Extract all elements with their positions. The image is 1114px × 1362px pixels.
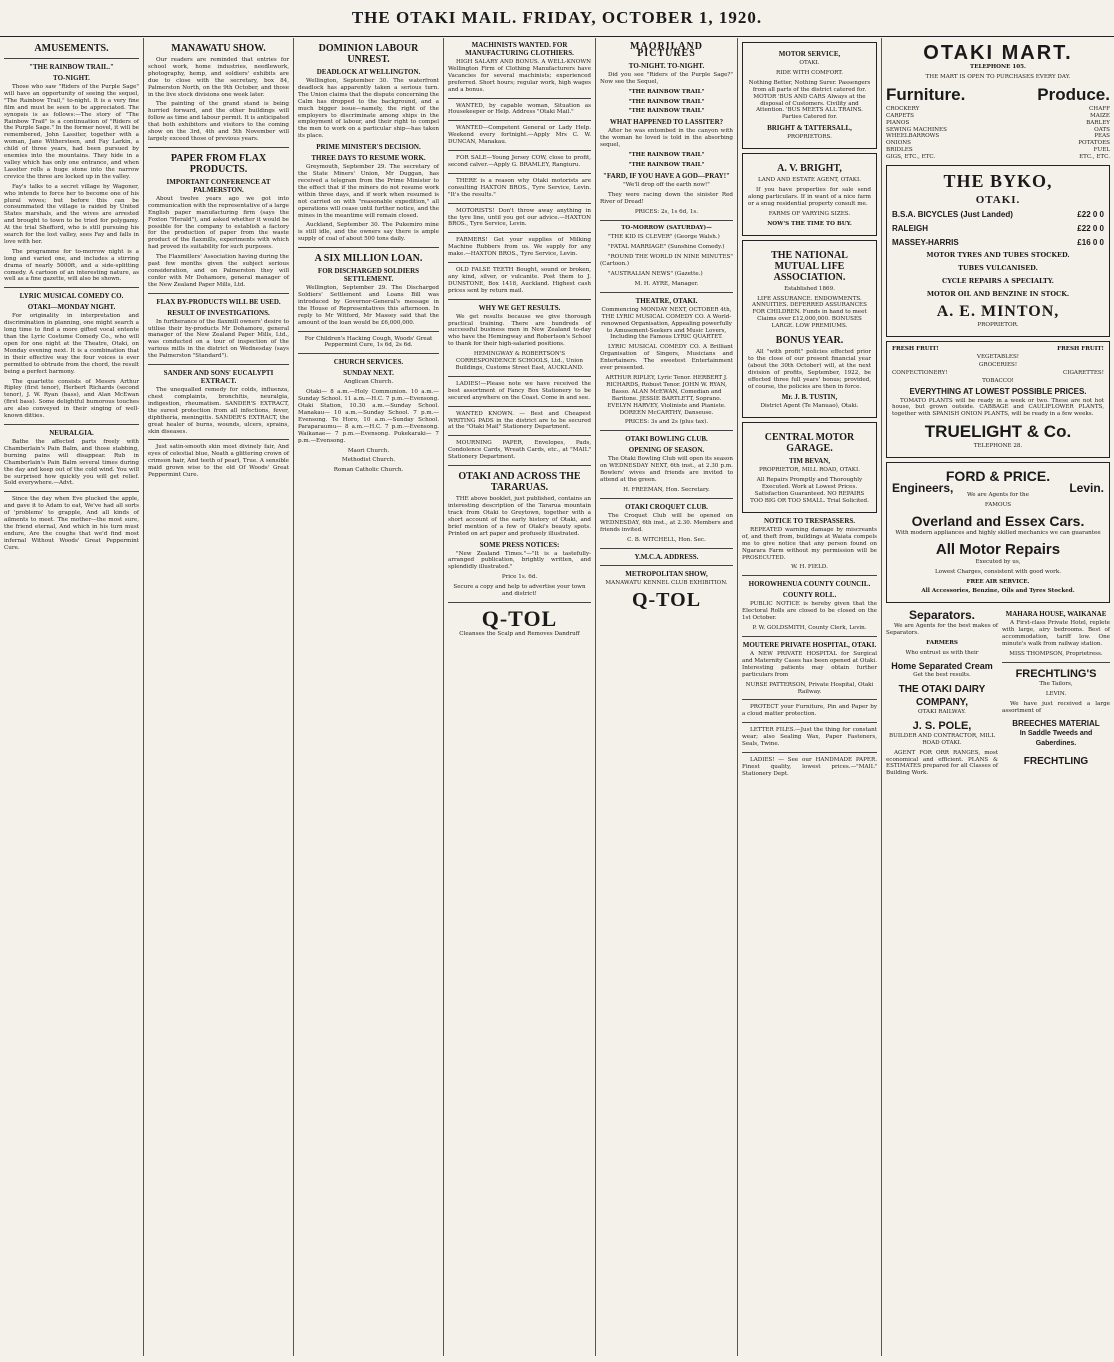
classified-ad: WANTED—Competent General or Lady Help. Weekend every fortnight.—Apply Mrs C. W. DUNCAN, Manakau. — [448, 125, 591, 146]
article-paragraph: Wellington, September 30. The waterfront deadlock has apparently taken a serious turn. The Union claims that the dispute concerning the Calm has dropped to the background, and a much bigger issue—namely, the right of the employers to discriminate among ships in the employment of labour, and their right to compel the men to work on a particular ship—has taken its place. — [298, 78, 439, 140]
motor-service-body: Nothing Better, Nothing Surer. Passengers from all parts of the district catered for. MOTOR 'BUS AND CARS Always at the disposal of Customers. Civility and Attention. 'BUS MEETS ALL TRAINS. Parties Catered for. — [748, 79, 871, 121]
divider — [600, 292, 733, 293]
byko-ad — [886, 165, 1110, 337]
bowling-heading: OTAKI BOWLING CLUB. — [625, 435, 708, 444]
confectionery-row — [892, 370, 1104, 377]
produce-list — [1078, 106, 1110, 161]
divider — [298, 353, 439, 354]
classified-ad: HIGH SALARY AND BONUS. A WELL-KNOWN Wellington Firm of Clothing Manufacturers have Vacancies for several machinists; experienced preferred. Short hours; regular work, high wages and a bonus. — [448, 59, 591, 93]
column-labour — [294, 38, 444, 1356]
garage-body: All Repairs Promptly and Thoroughly Executed. Work at Lowest Prices. Satisfaction Guaranteed. NO REPAIRS TOO BIG OR TOO SMALL. Trial Solicited. — [750, 477, 869, 504]
mahara-sign: MISS THOMPSON, Proprietress. — [1009, 651, 1103, 657]
cough-ad: For Children's Hacking Cough, Woods' Great Peppermint Cure, 1s 6d, 2s 6d. — [304, 335, 433, 349]
produce-item: OATS — [1094, 126, 1110, 133]
church-name: Methodist Church. — [341, 457, 396, 464]
qtol-logo: Q-TOL — [481, 605, 558, 631]
film-item: "FATAL MARRIAGE" (Sunshine Comedy.) — [608, 244, 725, 251]
motor-service-ad — [742, 42, 877, 149]
byko-line: MOTOR OIL AND BENZINE IN STOCK. — [926, 290, 1070, 299]
council-heading: HOROWHENUA COUNTY COUNCIL. — [748, 580, 871, 589]
frechtling-tweeds: In Saddle Tweeds and Gaberdines. — [1019, 729, 1093, 747]
results-heading: WHY WE GET RESULTS. — [478, 303, 561, 312]
classified-ad: LADIES!—Please note we have received the best assortment of Fancy Box Stationery to be secured anywhere on the Coast. Come in and see. — [448, 380, 591, 401]
bike-price: £22 0 0 — [1077, 210, 1104, 220]
classified-ad: LADIES! — See our HANDMADE PAPER. Finest quality, lowest prices.—"MAIL" Stationery Dept. — [742, 756, 877, 777]
truelight-ad — [886, 341, 1110, 458]
bike-row — [892, 208, 1104, 222]
labour-heading: DOMINION LABOUR UNREST. — [318, 43, 419, 65]
hospital-sign: NURSE PATTERSON, Private Hospital, Otaki Railway. — [745, 681, 874, 695]
divider — [742, 752, 877, 753]
mahara-frechtling-ads — [1002, 607, 1110, 780]
classified-ad: MOURNING PAPER, Envelopes, Pads, Condolence Cards, Wreath Cards, etc., at "MAIL" Stationery Department. — [448, 440, 591, 461]
tonight-sub: TO-NIGHT. TO-NIGHT. — [628, 61, 705, 70]
separators-who: Who entrust us with their — [905, 650, 979, 657]
classified-ad: We get results because we give thorough practical training. There are hundreds of successful business men in New Zealand to-day who have the Hemingway and Robertson's School to thank for their high-salaried positions. — [448, 313, 591, 348]
bike-price: £16 0 0 — [1077, 238, 1104, 248]
article-paragraph: Auckland, September 30. The Pukemiro mine is still idle, and the owners say there is ample supply of coal of about 500 tons daily. — [298, 222, 439, 243]
classified-ad: WANTED, by capable woman, Situation as Housekeeper or Help. Address "Otaki Mail." — [448, 102, 591, 116]
produce-item: CHAFF — [1089, 105, 1110, 112]
everything-line: EVERYTHING AT LOWEST POSSIBLE PRICES. — [909, 386, 1087, 396]
mart-lists — [886, 106, 1110, 161]
furniture-heading: Furniture. — [886, 84, 966, 104]
bottom-ads — [886, 607, 1110, 780]
otaki-mart-ad — [886, 42, 1110, 161]
truelight-telephone: TELEPHONE 28. — [973, 443, 1023, 450]
pray-quote: "FARD, IF YOU HAVE A GOD—PRAY!" — [603, 171, 730, 180]
separators-results: Get the best results. — [913, 672, 971, 678]
column-services — [738, 38, 882, 1356]
ymca-heading: Y.M.C.A. ADDRESS. — [634, 552, 699, 561]
rainbow-trail-line: "THE RAINBOW TRAIL" — [628, 98, 705, 105]
lyric-heading: LYRIC MUSICAL COMEDY CO. — [19, 292, 124, 301]
sander-heading: SANDER AND SONS' EUCALYPTI EXTRACT. — [163, 369, 274, 386]
croquet-heading: OTAKI CROQUET CLUB. — [625, 502, 708, 511]
bright-line: NOW'S THE TIME TO BUY. — [767, 220, 852, 227]
rainbow-trail-line: "THE RAINBOW TRAIL" — [628, 161, 705, 168]
maoriland-logo: MAORILAND PICTURES — [630, 41, 703, 59]
article-paragraph: The Croquet Club will be opened on WEDNESDAY, 6th inst., at 2.30. Members and friends invited. — [600, 512, 733, 533]
ford-levin: Levin. — [1069, 481, 1104, 496]
church-heading: CHURCH SERVICES. — [333, 358, 404, 367]
article-paragraph: Wellington, September 29. The Discharged Soldiers' Settlement and Loans Bill was introduced by Governor-General's message in the House of Representatives this afternoon. In reply to Mr Witford, Mr Massey said that the amount of the loan would be £6,000,000. — [298, 285, 439, 326]
article-paragraph: The Flaxmillers' Association having during the past few months given the subject serious consideration, and on Palmerston they will confer with Mr Dohamore, general manager of the New Zealand Paper Mills, Ltd. — [148, 254, 289, 288]
mahara-title: MAHARA HOUSE, WAIKANAE — [1005, 610, 1107, 619]
furniture-item: CROCKERY — [886, 105, 920, 112]
dairy-sub: OTAKI RAILWAY. — [918, 708, 966, 715]
classified-ad: FOR SALE—Young Jersey COW, close to profit, second calver.—Apply G. BRAMLEY, Rangiuru. — [448, 155, 591, 168]
divider — [448, 435, 591, 436]
film-item: "ROUND THE WORLD IN NINE MINUTES" (Cartoon.) — [600, 254, 733, 268]
separators-farmers: FARMERS — [926, 640, 958, 647]
national-mutual-ad — [742, 240, 877, 419]
article-paragraph: After he was entombed in the canyon with the woman he loved is told in the absorbing sequel, — [600, 128, 733, 149]
booklet-cta: Secure a copy and help to advertise your town and district! — [453, 584, 586, 598]
qtol-logo: Q-TOL — [631, 589, 702, 612]
article-paragraph: The Otaki Bowling Club will open its season on WEDNESDAY NEXT, 6th inst., at 2.30 p.m. Bowlers' wives and friends are invited to attend at the green. — [600, 456, 733, 484]
article-paragraph: Greymouth, September 29. The secretary of the State Miners' Union, Mr Duggan, has received a telegram from the Prime Minister to the effect that if the miners do not resume work within three days, and if work when resumed is not carried on with "reasonable expedition," all operations will cease until further notice, and the mines in the meantime will remain closed. — [298, 164, 439, 219]
bright-name: A. V. BRIGHT, — [777, 163, 842, 175]
rainbow-trail-line: "THE RAINBOW TRAIL" — [628, 88, 705, 95]
frechtling-sign: FRECHTLING — [1023, 755, 1089, 767]
divider — [448, 602, 591, 603]
column-theatre — [596, 38, 738, 1356]
classified-ad: THERE is a reason why Otaki motorists are consulting HAXTON BROS., Tyre Service, Levin. "It's the results." — [448, 177, 591, 198]
divider — [448, 299, 591, 300]
kennel-club: MANAWATU KENNEL CLUB EXHIBITION. — [605, 579, 728, 586]
council-sign: P. W. GOLDSMITH, County Clerk, Levin. — [752, 625, 867, 632]
furniture-item: PIANOS — [886, 119, 910, 126]
pole-sub: BUILDER AND CONTRACTOR, MILL ROAD OTAKI. — [889, 732, 995, 746]
classified-ad: LETTER FILES.—Just the thing for constant wear; also Sealing Wax, Paper Fasteners, Seals, Twine. — [742, 727, 877, 748]
film-item: "THE KID IS CLEVER" (George Walsh.) — [608, 234, 720, 241]
furniture-item: BRIDLES — [886, 147, 913, 154]
motor-service-firm: BRIGHT & TATTERSALL, — [767, 124, 852, 133]
bike-price-list — [892, 208, 1104, 250]
byko-owner: A. E. MINTON, — [936, 303, 1060, 321]
manawatu-heading: MANAWATU SHOW. — [171, 43, 266, 54]
divider — [600, 220, 733, 221]
ford-free-air: FREE AIR SERVICE. — [966, 578, 1030, 585]
national-mutual-title: THE NATIONAL MUTUAL LIFE ASSOCIATION. — [771, 249, 848, 283]
frechtling-body: We have just received a large assortment of — [1002, 700, 1110, 714]
divider — [600, 498, 733, 499]
press-notices-sub: SOME PRESS NOTICES: — [479, 540, 560, 549]
frechtling-breeches: BREECHES MATERIAL — [1012, 718, 1100, 728]
divider — [600, 565, 733, 566]
divider — [448, 120, 591, 121]
article-paragraph: Those who saw "Riders of the Purple Sage" will have an opportunity of seeing the sequel, "The Rainbow Trail," to-night. It is a very fine film and must be seen to be appreciated. The synopsis is as follows:—The story of "The Rainbow Trail" is a continuation of "Riders of the Purple Sage." In the former novel, it will be remembered, John Lassiter, together with a woman, Jane Withersteen, and Fay Larkin, a child of three years, had been pursued by enemies into the mountains. They hide in a valley which has only one entrance, and when Lassiter rolls a huge stone into the narrow crevice the three are locked up in the valley. — [4, 84, 139, 180]
divider — [4, 58, 139, 59]
frechtling-place: LEVIN. — [1045, 690, 1067, 697]
frechtling-title: FRECHTLING'S — [1015, 667, 1097, 680]
mart-headings — [886, 84, 1110, 106]
ford-agents: We are Agents for the — [967, 492, 1029, 499]
article-paragraph: The unequalled remedy for colds, influenza, chest complaints, bronchitis, neuralgia, indigestion, rheumatism. SANDER'S EXTRACT, the surest protection from all infections, fever, diphtheria, meningitis. SANDER'S EXTRACT, the great healer of burns, wounds, ulcers, sprains, skin diseases. — [148, 387, 289, 435]
furniture-list — [886, 106, 947, 161]
ford-engineers: Engineers, — [892, 481, 954, 496]
bike-name: RALEIGH — [892, 224, 928, 234]
hospital-heading: MOUTERE PRIVATE HOSPITAL, OTAKI. — [742, 640, 877, 649]
ford-title: FORD & PRICE. — [945, 468, 1051, 485]
divider — [1002, 662, 1110, 663]
rainbow-trail-line: "THE RAINBOW TRAIL" — [628, 152, 705, 159]
prices: PRICES: 3s and 2s (plus tax). — [624, 419, 709, 426]
furniture-item: CARPETS — [886, 112, 914, 119]
flax-sub: IMPORTANT CONFERENCE AT PALMERSTON. — [166, 177, 271, 194]
furniture-item: WHEELBARROWS — [886, 133, 940, 140]
loan-heading: A SIX MILLION LOAN. — [314, 253, 423, 265]
divider — [600, 430, 733, 431]
motor-service-prop: PROPRIETORS. — [787, 134, 832, 141]
pole-body: AGENT FOR ORR RANGES, most economical and efficient. PLANS & ESTIMATES prepared for all Classes of Building Work. — [886, 749, 998, 777]
produce-item: PEAS — [1094, 133, 1110, 140]
produce-item: FUEL — [1093, 147, 1110, 154]
booklet-price: Price 1s. 6d. — [501, 574, 538, 581]
garage-name: TIM BEVAN, — [788, 457, 831, 466]
article-paragraph: Did you see "Riders of the Purple Sage?" Now see the Sequel, — [600, 71, 733, 85]
article-paragraph: They were racing down the sinister Red River of Dread! — [600, 191, 733, 205]
article-paragraph: The programme for to-morrow night is a long and varied one, and includes a stirring drama of nearly 5000ft, and a side-splitting comedy. A cartoon of an interesting nature, as well as a fine gazette, will also be shown. — [4, 248, 139, 283]
national-mutual-est: Established 1869. — [784, 285, 835, 292]
classified-ad: OLD FALSE TEETH Bought, sound or broken, any kind, silver, or vulcanite. Post them to J. DUNSTONE, Box 1418, Auckland. Highest cash prices sent by return mail. — [448, 267, 591, 294]
divider — [448, 465, 591, 466]
divider — [742, 722, 877, 723]
ford-executed: Executed by us, — [975, 558, 1021, 565]
byko-line: CYCLE REPAIRS A SPECIALTY. — [942, 277, 1054, 286]
verse: Since the day when Eve plucked the apple, and gave it to Adam to eat, We've had all sorts of 'problems' to grapple, And all kinds of ailments to meet. The mother—the most sure, the friend eternal, And which in his turn must endure, Are the coughs that we'd find most infernal Without Woods' Great Peppermint Cure. — [4, 496, 139, 551]
byproducts-sub: RESULT OF INVESTIGATIONS. — [167, 308, 270, 317]
truelight-title: TRUELIGHT & Co. — [924, 422, 1072, 442]
rainbow-trail-line: "THE RAINBOW TRAIL" — [628, 108, 705, 115]
article-paragraph: LYRIC MUSICAL COMEDY CO. A Brilliant Organisation of Singers, Musicians and Entertainers. The sweetest Entertainment ever presented. — [600, 344, 733, 372]
separators-body: We are Agents for the best makes of Separators. — [886, 623, 998, 637]
divider — [742, 636, 877, 637]
ford-cars: Overland and Essex Cars. — [911, 512, 1085, 529]
motor-service-line: RIDE WITH COMFORT. — [776, 69, 843, 76]
byko-prop: PROPRIETOR. — [977, 322, 1019, 329]
produce-item: MAIZE — [1090, 112, 1110, 119]
council-sub: COUNTY ROLL. — [782, 591, 837, 600]
cigarettes: CIGARETTES! — [1062, 369, 1104, 376]
prices: PRICES: 2s, 1s 6d, 1s. — [634, 208, 699, 215]
vegetables: VEGETABLES! — [976, 353, 1020, 360]
divider — [742, 575, 877, 576]
church-sub: SUNDAY NEXT. — [343, 369, 394, 378]
article-paragraph: Our readers are reminded that entries for school work, home industries, needlework, photography, hemp, and soldiers' exhibits are due to close with the secretary, box 84, Palmerston North, on the 9th October, and those in the live stock divisions one week later. — [148, 57, 289, 98]
classified-ad: PROTECT your Furniture, Pin and Paper by a cloud matter protection. — [742, 704, 877, 718]
bright-sub: LAND AND ESTATE AGENT, OTAKI. — [758, 177, 861, 184]
separators-cream: Home Separated Cream — [891, 661, 993, 671]
bike-price: £22 0 0 — [1077, 224, 1104, 234]
trespass-sign: W. H. FIELD. — [791, 564, 828, 571]
neuralgia-heading: NEURALGIA. — [49, 428, 94, 437]
national-mutual-body: LIFE ASSURANCE. ENDOWMENTS. ANNUITIES. DEFERRED ASSURANCES FOR CHILDREN. Funds in hand to meet Claims over £12,000,000. BONUSES LARGE. LOW PREMIUMS. — [752, 295, 867, 330]
byproducts-heading: FLAX BY-PRODUCTS WILL BE USED. — [156, 297, 281, 306]
bright-body: If you have properties for sale send along particulars. If in want of a nice farm or a snug residential property consult me. — [748, 187, 871, 207]
divider — [148, 293, 289, 294]
divider — [4, 424, 139, 425]
furniture-item: GIGS, ETC., ETC. — [886, 154, 936, 161]
divider — [448, 406, 591, 407]
motor-service-place: OTAKI. — [799, 60, 820, 66]
church-name: Maori Church. — [347, 447, 390, 454]
byko-line: TUBES VULCANISED. — [958, 264, 1038, 273]
divider — [448, 203, 591, 204]
bowling-sub: OPENING OF SEASON. — [628, 446, 705, 455]
ford-famous: FAMOUS — [984, 501, 1012, 508]
classified-ad: FARMERS! Get your supplies of Milking Machine Rubbers from us. We supply for any make.—HAXTON BROS., Tyre Service, Levin. — [448, 237, 591, 258]
produce-heading: Produce. — [1037, 84, 1110, 104]
masthead: THE OTAKI MAIL. FRIDAY, OCTOBER 1, 1920. — [0, 0, 1114, 37]
council-body: PUBLIC NOTICE is hereby given that the Electoral Rolls are closed to be closed on the 1st October. — [742, 601, 877, 622]
furniture-item: SEWING MACHINES — [886, 126, 947, 133]
divider — [448, 98, 591, 99]
classified-ad: MOTORISTS! Don't throw away anything in the tyre line, until you get our advice.—HAXTON BROS., Tyre Service, Levin. — [448, 207, 591, 228]
article-paragraph: The quartette consists of Messrs Arthur Ripley (first tenor), Herbert Richards (second tenor), J. W. Ryan (bass), and Alan McEwan (first bass). Some delightful humorous touches are also conveyed in their singing of well-known ditties. — [4, 378, 139, 420]
bowling-sign: H. FREEMAN, Hon. Secretary. — [623, 486, 710, 493]
divider — [4, 287, 139, 288]
confectionery: CONFECTIONERY! — [892, 369, 948, 376]
rainbow-trail-title: "THE RAINBOW TRAIL." — [29, 63, 114, 71]
classified-ad: WANTED KNOWN. — Best and Cheapest WRITING PADS in the district are to be secured at the "Otaki Mail" Stationery Department. — [448, 410, 591, 431]
garage-prop: PROPRIETOR, MILL ROAD, OTAKI. — [759, 467, 860, 474]
divider — [600, 548, 733, 549]
fresh-fruit-left: FRESH FRUIT! — [892, 345, 939, 352]
bike-name: B.S.A. BICYCLES (Just Landed) — [892, 210, 1013, 220]
film-item: "AUSTRALIAN NEWS" (Gazette.) — [608, 271, 703, 278]
flax-heading: PAPER FROM FLAX PRODUCTS. — [170, 152, 267, 175]
rainbow-trail-sub: TO-NIGHT. — [53, 74, 90, 82]
ford-accessories: All Accessories, Benzine, Oils and Tyres Stocked. — [921, 588, 1075, 595]
bike-row — [892, 222, 1104, 236]
school-address: HEMINGWAY & ROBERTSON'S CORRESPONDENCE SCHOOLS, Ltd., Union Buildings, Customs Street East, AUCKLAND. — [455, 351, 584, 371]
prime-minister-sub: PRIME MINISTER'S DECISION. — [316, 143, 421, 152]
divider — [742, 699, 877, 700]
garage-title: CENTRAL MOTOR GARAGE. — [764, 432, 855, 455]
church-name: Roman Catholic Church. — [333, 467, 404, 474]
pole-name: J. S. POLE, — [912, 719, 972, 732]
tararuas-heading: OTAKI AND ACROSS THE TARARUAS. — [458, 471, 581, 494]
cast-list: ARTHUR RIPLEY, Lyric Tenor. HERBERT J. RICHARDS, Robust Tenor. JOHN W. RYAN, Basso. ALAN McEWAN, Comedian and Baritone. JESSIE BARTLETT, Soprano. EVELYN HARVEY, Violiniste and Pianiste. DOREEN McCARTHY, Danseuse. — [605, 375, 728, 416]
bright-foot: FARMS OF VARYING SIZES. — [768, 210, 851, 217]
agent-name: Mr. J. B. TUSTIN, — [781, 393, 838, 402]
tobacco: TOBACCO! — [982, 377, 1014, 384]
ford-price-ad — [886, 462, 1110, 603]
column-manawatu — [144, 38, 294, 1356]
bright-estate-ad — [742, 153, 877, 235]
groceries: GROCERIES! — [978, 361, 1018, 368]
mahara-body: A First-class Private Hotel, replete with large, airy bedrooms. Best of accommodation, tariff low. One minute's walk from railway station. — [1002, 620, 1110, 648]
central-garage-ad — [742, 422, 877, 513]
divider — [448, 173, 591, 174]
divider — [148, 439, 289, 440]
article-paragraph: The painting of the grand stand is being hurried forward, and the other buildings will follow as time and labour permit. It is anticipated that both exhibitors and visitors to the coming show on the 3rd, 4th and 5th November will largely exceed those of previous years. — [148, 101, 289, 142]
article-paragraph: For originality in interpretation and discrimination in planning, one might search a long time to find a more gifted vocal entente than the Lyric Costume Comedy Co., who will open for one night at the Theatre, Otaki, on Monday evening next. It is a combination that in their effective way the four voices is ever permitted to obtrude from the chord, the result being a perfect harmony. — [4, 313, 139, 375]
hospital-body: A NEW PRIVATE HOSPITAL for Surgical and Maternity Cases has been opened at Otaki. Interesting patients may obtain further particulars from — [742, 650, 877, 678]
ford-charges: Lowest Charges, consistent with good work. — [935, 568, 1061, 575]
mart-line: THE MART IS OPEN TO PURCHASES EVERY DAY. — [925, 73, 1071, 80]
earth-quote: "We'll drop off the earth now!" — [623, 181, 710, 188]
bonus-heading: BONUS YEAR. — [775, 335, 844, 347]
article-paragraph: About twelve years ago we got into communication with the representative of a large English paper manufacturing firm (says the Foxton "Herald"), and asked whether it would be possible for the company to establish a factory for the production of paper from the waste product of the flaxmills, experiments with which had proved its suitability for such purposes. — [148, 195, 289, 251]
theatre-heading: THEATRE, OTAKI. — [635, 296, 698, 305]
article-paragraph: In furtherance of the flaxmill owners' desire to utilise their by-products Mr Dohamore, general manager of the New Zealand Paper Mills, Ltd., was conducted on a tour of inspection of the various mills in the district on Wednesday (says the Palmerston "Standard"). — [148, 318, 289, 360]
mart-telephone: TELEPHONE 105. — [970, 64, 1026, 70]
bike-name: MASSEY-HARRIS — [892, 238, 959, 248]
fresh-fruit-right: FRESH FRUIT! — [1057, 345, 1104, 352]
furniture-item: ONIONS — [886, 140, 912, 147]
separators-ad — [886, 607, 998, 780]
metropolitan-heading: METROPOLITAN SHOW, — [625, 569, 708, 578]
byko-place: OTAKI. — [975, 194, 1021, 207]
machinists-heading: MACHINISTS WANTED. FOR MANUFACTURING CLOTHIERS. — [465, 41, 574, 57]
bonus-body: All "with profit" policies effected prior to the close of our present financial year (about the 30th October) will, at the next division of profits, September, 1922, be effected three full years' bonus; provided, of course, the policies are then in force. — [748, 349, 871, 390]
article-paragraph: Fay's talks to a secret village by Wagoner, who intends to force her to become one of his plural wives; but before this can be consummated the village is raided by United States marshals, and the wives are arrested and brought to town to be tried for polygamy. At the trial Shefford, who is still pursuing his search for the lost valley, sees Fay and falls in love with her. — [4, 183, 139, 245]
ford-body: With modern appliances and highly skilled mechanics we can guarantee — [895, 529, 1101, 536]
tomato-body: TOMATO PLANTS will be ready in a week or two. These are not hot house, but grown outside. CABBAGE and CAULIFLOWER PLANTS, together with SPANISH ONION PLANTS, will be ready in a few weeks. — [892, 397, 1104, 418]
lassiter-question: WHAT HAPPENED TO LASSITER? — [609, 118, 724, 127]
church-name: Anglican Church. — [343, 379, 394, 386]
divider — [148, 364, 289, 365]
croquet-sign: C. B. WITCHELL, Hon. Sec. — [627, 536, 706, 543]
dairy-title: THE OTAKI DAIRY COMPANY, — [898, 683, 986, 708]
lyric-sub: OTAKI—MONDAY NIGHT. — [27, 303, 116, 312]
produce-item: POTATOES — [1078, 140, 1110, 147]
article-paragraph: Commencing MONDAY NEXT, OCTOBER 4th, THE LYRIC MUSICAL COMEDY CO. A World-renowned Organisation, Appealing powerfully to Amusement-Seekers and Music Lovers, Including the Famous LYRIC QUARTET. — [601, 306, 732, 341]
deadlock-sub: DEADLOCK AT WELLINGTON. — [316, 68, 421, 76]
column-classifieds — [444, 38, 596, 1356]
divider — [448, 262, 591, 263]
article-paragraph: THE above booklet, just published, contains an interesting description of the Tararua mountain track from Otaki to Greytown, together with a short account of the early history of Otaki, and brief mention of a few of Otaki's beauty spots. Printed on art paper and profusely illustrated. — [448, 496, 591, 537]
column-display-ads — [882, 38, 1114, 1356]
trespass-heading: NOTICE TO TRESPASSERS. — [763, 516, 856, 525]
mart-title: OTAKI MART. — [923, 42, 1073, 64]
produce-item: BARLEY — [1086, 119, 1110, 126]
manager-sign: M. H. AYRE, Manager. — [634, 280, 699, 287]
divider — [448, 150, 591, 151]
divider — [4, 491, 139, 492]
byko-title: THE BYKO, — [943, 171, 1053, 192]
resume-sub: THREE DAYS TO RESUME WORK. — [311, 154, 426, 163]
ford-repairs: All Motor Repairs — [935, 540, 1061, 558]
frechtling-sub: The Tailors, — [1039, 680, 1073, 687]
qtol-tagline: Cleanses the Scalp and Removes Dandruff — [459, 630, 580, 637]
divider — [148, 147, 289, 148]
divider — [448, 232, 591, 233]
article-paragraph: "New Zealand Times."—"It is a tastefully-arranged publication, brightly written, and splendidly illustrated." — [448, 550, 591, 571]
verse: Just satin-smooth skin most divinely fair, And eyes of celestial blue, Neath a glittering crown of crimson hair, And teeth of pearl, True. A sensible maid grown wise to the old Of Woods' Great Peppermint Cure. — [148, 444, 289, 479]
divider — [298, 331, 439, 332]
motor-service-title: MOTOR SERVICE, — [778, 50, 841, 58]
separators-title: Separators. — [908, 608, 976, 623]
church-services: Otaki— 8 a.m.—Holy Communion. 10 a.m.—Sunday School. 11 a.m.—H.C. 7 p.m.—Evensong. Otaki Station, 10.30 a.m.—Sunday School. Manakau— 10 a.m.—Sunday School. 7 p.m.—Evensong. Te Horo, 10 a.m.—Sunday School. Paraparaumu— 8 a.m.—H.C. 7 p.m.—Evensong. Waikanae— 7 p.m.—Evensong. Pukekaraki— 7 p.m.—Evensong. — [298, 389, 439, 444]
bike-row — [892, 236, 1104, 250]
divider — [298, 247, 439, 248]
tomorrow-label: TO-MORROW (SATURDAY)— — [621, 224, 712, 231]
fruit-row — [892, 346, 1104, 353]
article-paragraph: Bathe the affected parts freely with Chamberlain's Pain Balm, and those stabbing, burning pains will disappear. Rub in Chamberlain's Pain Balm several times during the day and keep out of the cold wind. You will be surprised how quickly you will get relief. Sold everywhere.—Advt. — [4, 438, 139, 487]
divider — [448, 376, 591, 377]
trespass-body: REPEATED warning damage by miscreants of, and theft from, buildings at Waiata compels me to give notice that any person found on Ngarara Farm without my permission will be PROSECUTED. — [742, 526, 877, 561]
loan-sub: FOR DISCHARGED SOLDIERS SETTLEMENT. — [317, 267, 420, 284]
column-amusements — [0, 38, 144, 1356]
agent-sub: District Agent (Te Manuao), Otaki. — [760, 403, 859, 410]
byko-line: MOTOR TYRES AND TUBES STOCKED. — [926, 251, 1070, 260]
amusements-heading: AMUSEMENTS. — [34, 43, 109, 54]
produce-item: ETC., ETC. — [1079, 154, 1110, 161]
